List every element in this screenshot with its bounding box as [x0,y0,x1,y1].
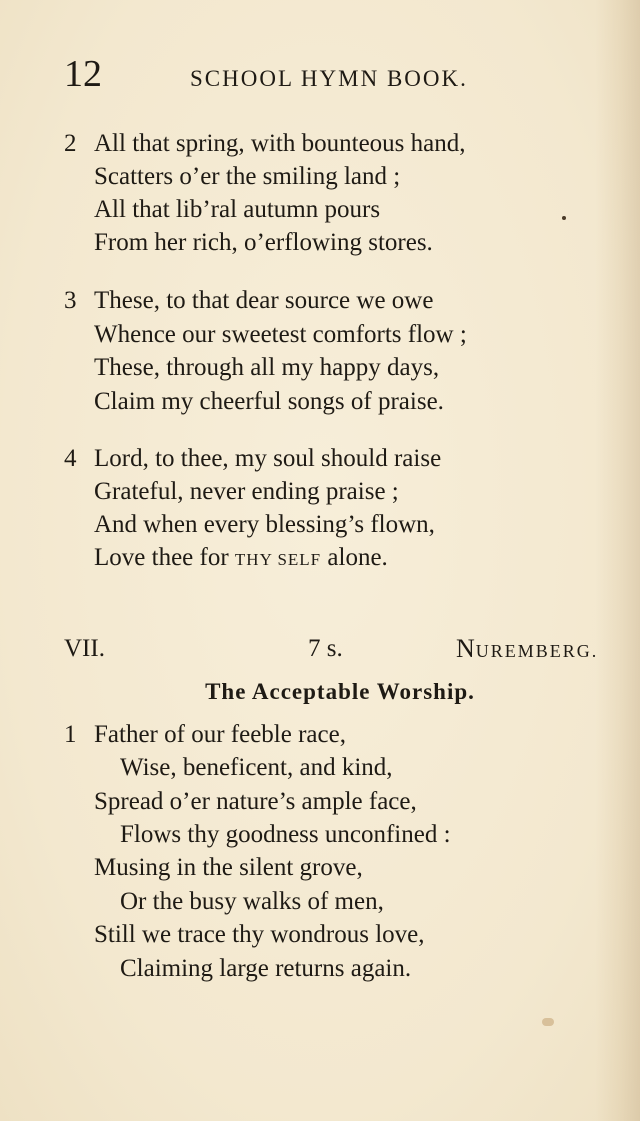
verse-line: These, through all my happy days, [94,354,440,381]
verse-line: Musing in the silent grove, [94,854,363,881]
verse-line-indented: Flows thy goodness unconfined : [120,821,451,848]
verse-line: Father of our feeble race, [94,721,346,748]
running-header: SCHOOL HYMN BOOK. [190,66,468,91]
page-number: 12 [64,53,102,95]
paper-stain [542,1018,554,1026]
verse-line: Claim my cheerful songs of praise. [94,388,444,415]
small-caps-text: THY SELF [234,550,322,569]
hymn-number: VII. [64,635,105,662]
stanza-number: 3 [64,287,77,314]
ink-speck [562,216,566,220]
verse-line: Whence our sweetest comforts flow ; [94,321,467,348]
verse-line: Spread o’er nature’s ample face, [94,788,417,815]
verse-line-indented: Wise, beneficent, and kind, [120,754,393,781]
verse-line: Grateful, never ending praise ; [94,478,399,505]
tune-name-rest: UREMBERG. [475,641,599,661]
verse-line-indented: Claiming large returns again. [120,955,412,982]
verse-line: And when every blessing’s flown, [94,511,435,538]
tune-name [456,632,598,668]
verse-line: Lord, to thee, my soul should raise [94,445,442,472]
verse-line: Scatters o’er the smiling land ; [94,163,401,190]
hymn-title: The Acceptable Worship. [205,679,475,704]
verse-line-indented: Or the busy walks of men, [120,888,384,915]
verse-line: These, to that dear source we owe [94,287,434,314]
hymn-meter: 7 s. [308,635,343,662]
verse-text: alone. [321,544,388,571]
verse-line: All that lib’ral autumn pours [94,196,381,223]
verse-line: From her rich, o’erflowing stores. [94,229,433,256]
stanza-number: 2 [64,130,77,157]
tune-name-initial: N [456,634,476,663]
verse-line: Still we trace thy wondrous love, [94,921,425,948]
verse-line [94,542,388,576]
stanza-number: 4 [64,445,77,472]
verse-text: Love thee for [94,544,235,571]
stanza-number: 1 [64,721,77,748]
verse-line: All that spring, with bounteous hand, [94,130,466,157]
